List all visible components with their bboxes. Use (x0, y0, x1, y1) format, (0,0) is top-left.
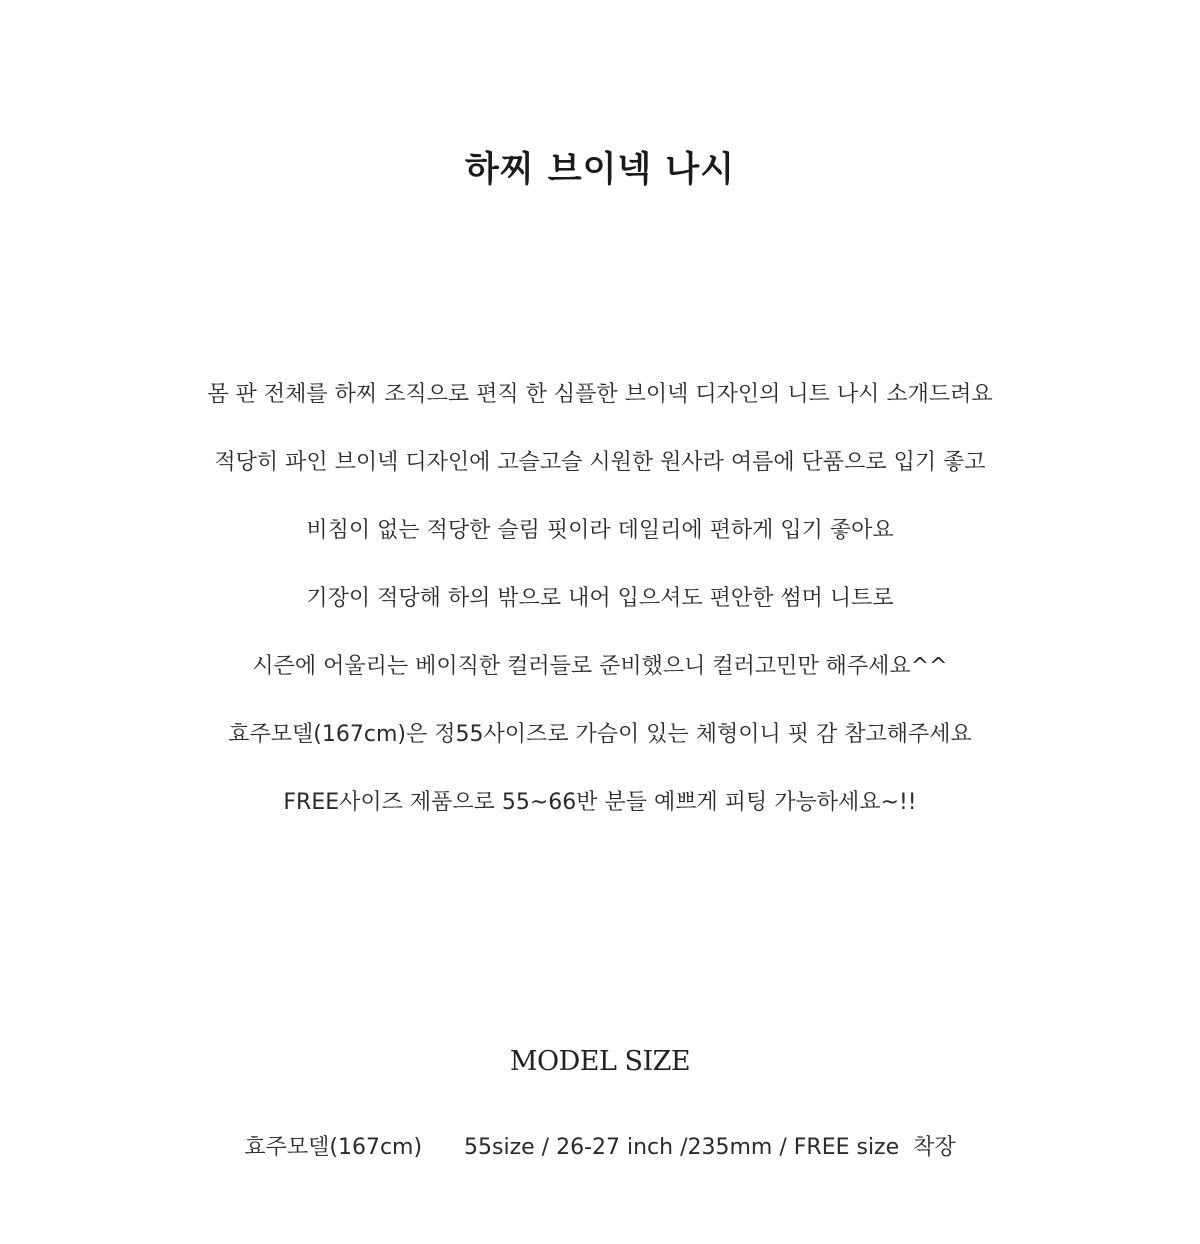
model-name: 효주모델(167cm) (244, 1135, 423, 1160)
description-line: 기장이 적당해 하의 밖으로 내어 입으셔도 편안한 썸머 니트로 (306, 586, 894, 611)
description-line: 시즌에 어울리는 베이직한 컬러들로 준비했으니 컬러고민만 해주세요^^ (252, 654, 948, 679)
product-title: 하찌 브이넥 나시 (464, 150, 736, 190)
description-line: 적당히 파인 브이넥 디자인에 고슬고슬 시원한 원사라 여름에 단품으로 입기 좋고 (214, 450, 986, 475)
model-size-heading: MODEL SIZE (509, 1046, 691, 1077)
description-line: FREE사이즈 제품으로 55~66반 분들 예쁘게 피팅 가능하세요~!! (283, 790, 917, 815)
description-line: 효주모델(167cm)은 정55사이즈로 가슴이 있는 체형이니 핏 감 참고해주세요 (228, 722, 972, 747)
model-spacer (422, 1135, 464, 1160)
description-line: 비침이 없는 적당한 슬림 핏이라 데일리에 편하게 입기 좋아요 (306, 518, 894, 543)
model-specs: 55size / 26-27 inch /235mm / FREE size 착장 (464, 1135, 956, 1160)
description-line: 몸 판 전체를 하찌 조직으로 편직 한 심플한 브이넥 디자인의 니트 나시 소개드려요 (207, 382, 993, 407)
model-size-info (0, 1130, 1200, 1161)
product-description (0, 378, 1200, 854)
